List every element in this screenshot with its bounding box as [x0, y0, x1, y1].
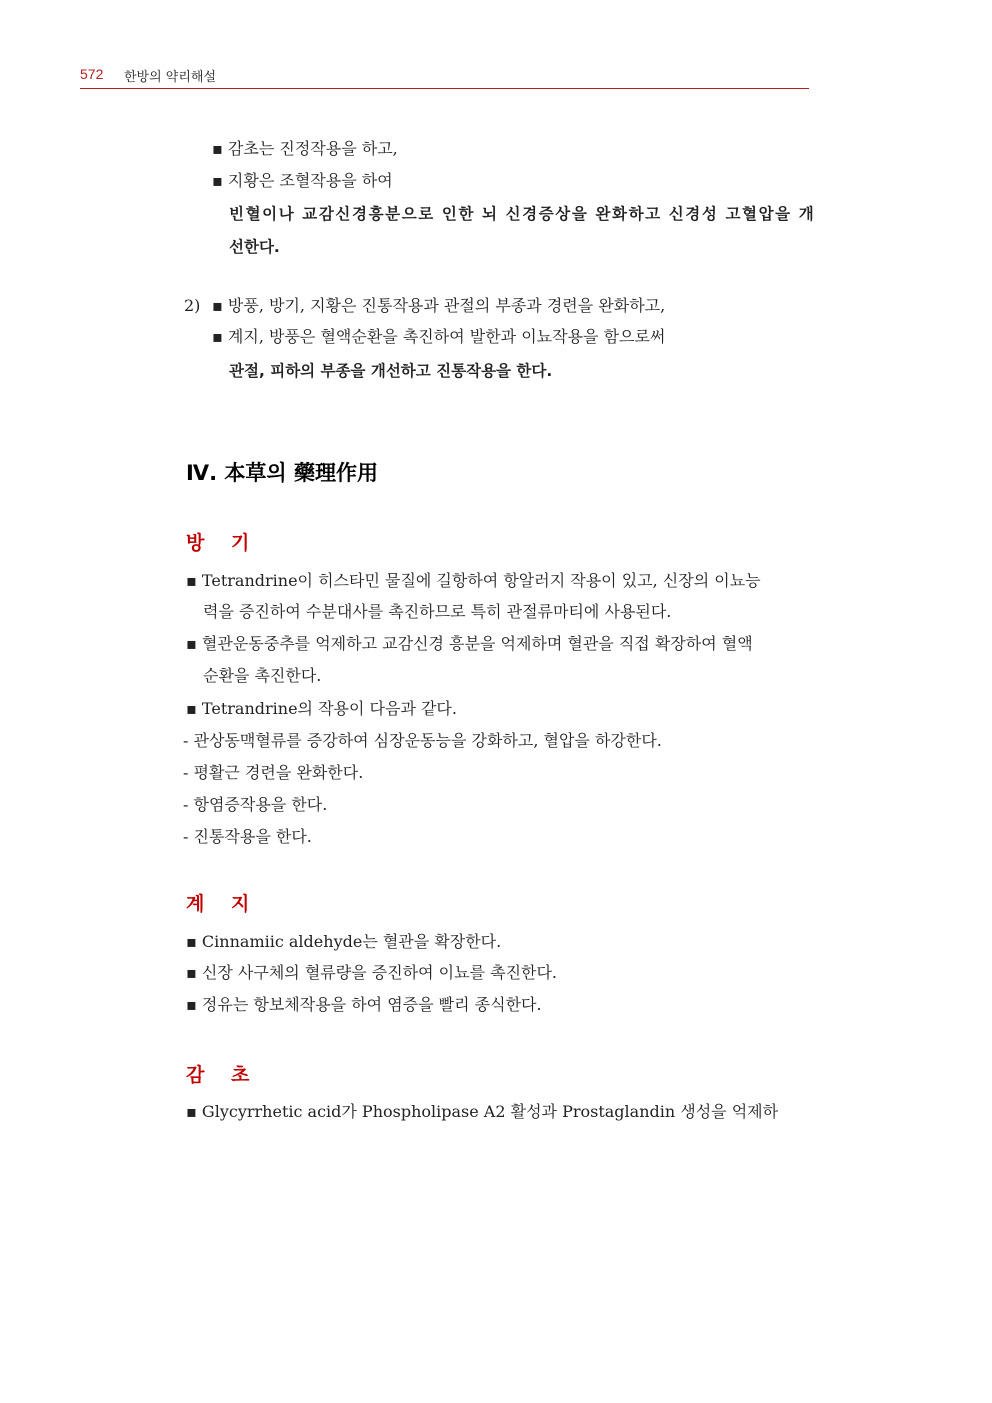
text-line: ▪ 계지, 방풍은 혈액순환을 촉진하여 발한과 이뇨작용을 함으로써 — [212, 327, 666, 346]
herb-heading: 계 지 — [186, 893, 260, 915]
text-line: ▪ 신장 사구체의 혈류량을 증진하여 이뇨를 촉진한다. — [186, 963, 558, 982]
text-line: ▪ 방풍, 방기, 지황은 진통작용과 관절의 부종과 경련을 완화하고, — [212, 296, 666, 315]
text-line: ▪ 정유는 항보체작용을 하여 염증을 빨리 종식한다. — [186, 995, 542, 1014]
text-line: - 항염증작용을 한다. — [183, 795, 328, 814]
bold-summary-line: 선한다. — [229, 238, 280, 256]
text-line: ▪ Tetrandrine이 히스타민 물질에 길항하여 항알러지 작용이 있고, 신장의 이뇨능 — [186, 571, 761, 590]
section-title: Ⅳ. 本草의 藥理作用 — [186, 461, 378, 485]
text-line: - 평활근 경련을 완화한다. — [183, 763, 364, 782]
item-number: 2) — [184, 296, 201, 315]
bold-summary-line: 관절, 피하의 부종을 개선하고 진통작용을 한다. — [229, 362, 553, 380]
text-line: ▪ 혈관운동중추를 억제하고 교감신경 흥분을 억제하며 혈관을 직접 확장하여 혈액 — [186, 634, 753, 653]
bold-summary-line: 빈혈이나 교감신경흥분으로 인한 뇌 신경증상을 완화하고 신경성 고혈압을 개 — [229, 205, 816, 223]
text-line: ▪ Tetrandrine의 작용이 다음과 같다. — [186, 699, 457, 718]
herb-heading: 감 초 — [186, 1064, 260, 1086]
page-header — [80, 66, 809, 89]
text-line: - 관상동맥혈류를 증강하여 심장운동능을 강화하고, 혈압을 하강한다. — [183, 731, 662, 750]
text-line: 순환을 촉진한다. — [203, 666, 322, 685]
text-line: - 진통작용을 한다. — [183, 827, 312, 846]
book-title: 한방의 약리해설 — [124, 70, 217, 85]
page-number: 572 — [80, 66, 104, 82]
herb-heading: 방 기 — [186, 532, 260, 554]
text-line: ▪ Glycyrrhetic acid가 Phospholipase A2 활성과 Prostaglandin 생성을 억제하 — [186, 1102, 779, 1121]
text-line: ▪ Cinnamiic aldehyde는 혈관을 확장한다. — [186, 932, 502, 951]
text-line: ▪ 지황은 조혈작용을 하여 — [212, 171, 393, 190]
text-line: ▪ 감초는 진정작용을 하고, — [212, 139, 398, 158]
text-line: 력을 증진하여 수분대사를 촉진하므로 특히 관절류마티에 사용된다. — [203, 602, 672, 621]
